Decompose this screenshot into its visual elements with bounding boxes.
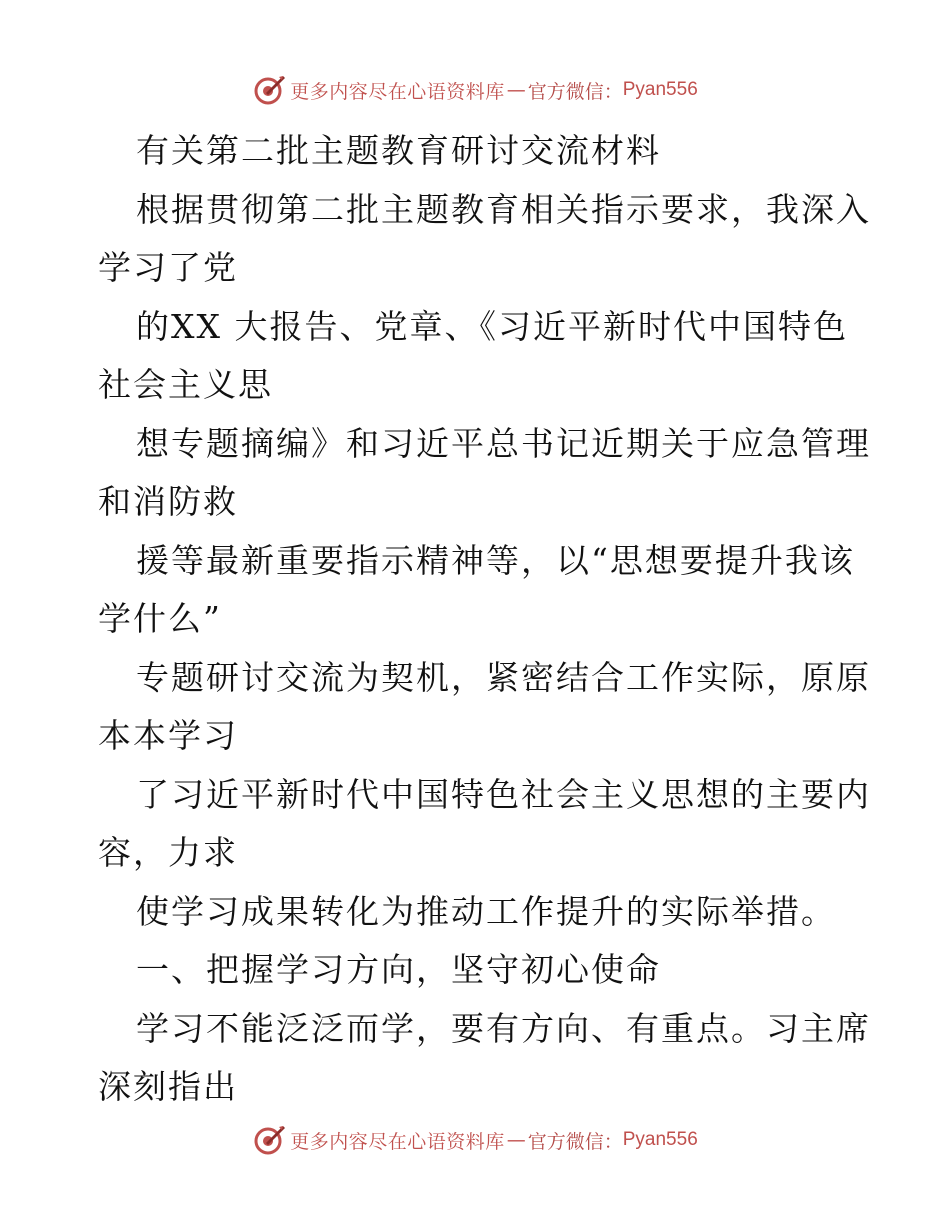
watermark-main-text: 更多内容尽在心语资料库 (290, 80, 505, 103)
watermark-separator: — (506, 1129, 526, 1151)
paragraph-line: 使学习成果转化为推动工作提升的实际举措。 (136, 891, 836, 931)
paragraph-line: 深刻指出 (98, 1067, 238, 1106)
paragraph-line: 援等最新重要指示精神等，以“思想要提升我该 (136, 540, 855, 580)
watermark-wechat-id: Pyan556 (622, 1129, 698, 1150)
paragraph-line: 和消防救 (98, 482, 238, 521)
watermark-main-text: 更多内容尽在心语资料库 (290, 1130, 505, 1153)
watermark-separator: — (506, 79, 526, 101)
quill-logo-icon (252, 73, 286, 107)
paragraph-line: 根据贯彻第二批主题教育相关指示要求，我深入 (136, 189, 871, 229)
paragraph-line: 的XX 大报告、党章、《习近平新时代中国特色 (136, 306, 848, 346)
document-body (98, 122, 871, 1117)
watermark-wechat-label: 官方微信： (527, 1130, 623, 1153)
document-title: 有关第二批主题教育研讨交流材料 (136, 131, 661, 170)
paragraph-line: 本本学习 (98, 716, 238, 755)
watermark-wechat-label: 官方微信： (527, 80, 623, 103)
header-watermark (0, 70, 950, 110)
paragraph-line: 学习了党 (98, 248, 238, 287)
paragraph-line: 了习近平新时代中国特色社会主义思想的主要内 (136, 774, 871, 814)
section-heading: 一、把握学习方向，坚守初心使命 (136, 950, 661, 989)
paragraph-line: 社会主义思 (98, 365, 273, 404)
watermark-wechat-id: Pyan556 (622, 79, 698, 100)
paragraph-line: 专题研讨交流为契机，紧密结合工作实际，原原 (136, 657, 871, 697)
paragraph-line: 容，力求 (98, 833, 238, 872)
footer-watermark (0, 1120, 950, 1160)
paragraph-line: 学习不能泛泛而学，要有方向、有重点。习主席 (136, 1008, 871, 1048)
quill-logo-icon (252, 1123, 286, 1157)
paragraph-line: 学什么” (98, 599, 222, 638)
paragraph-line: 想专题摘编》和习近平总书记近期关于应急管理 (136, 423, 871, 463)
